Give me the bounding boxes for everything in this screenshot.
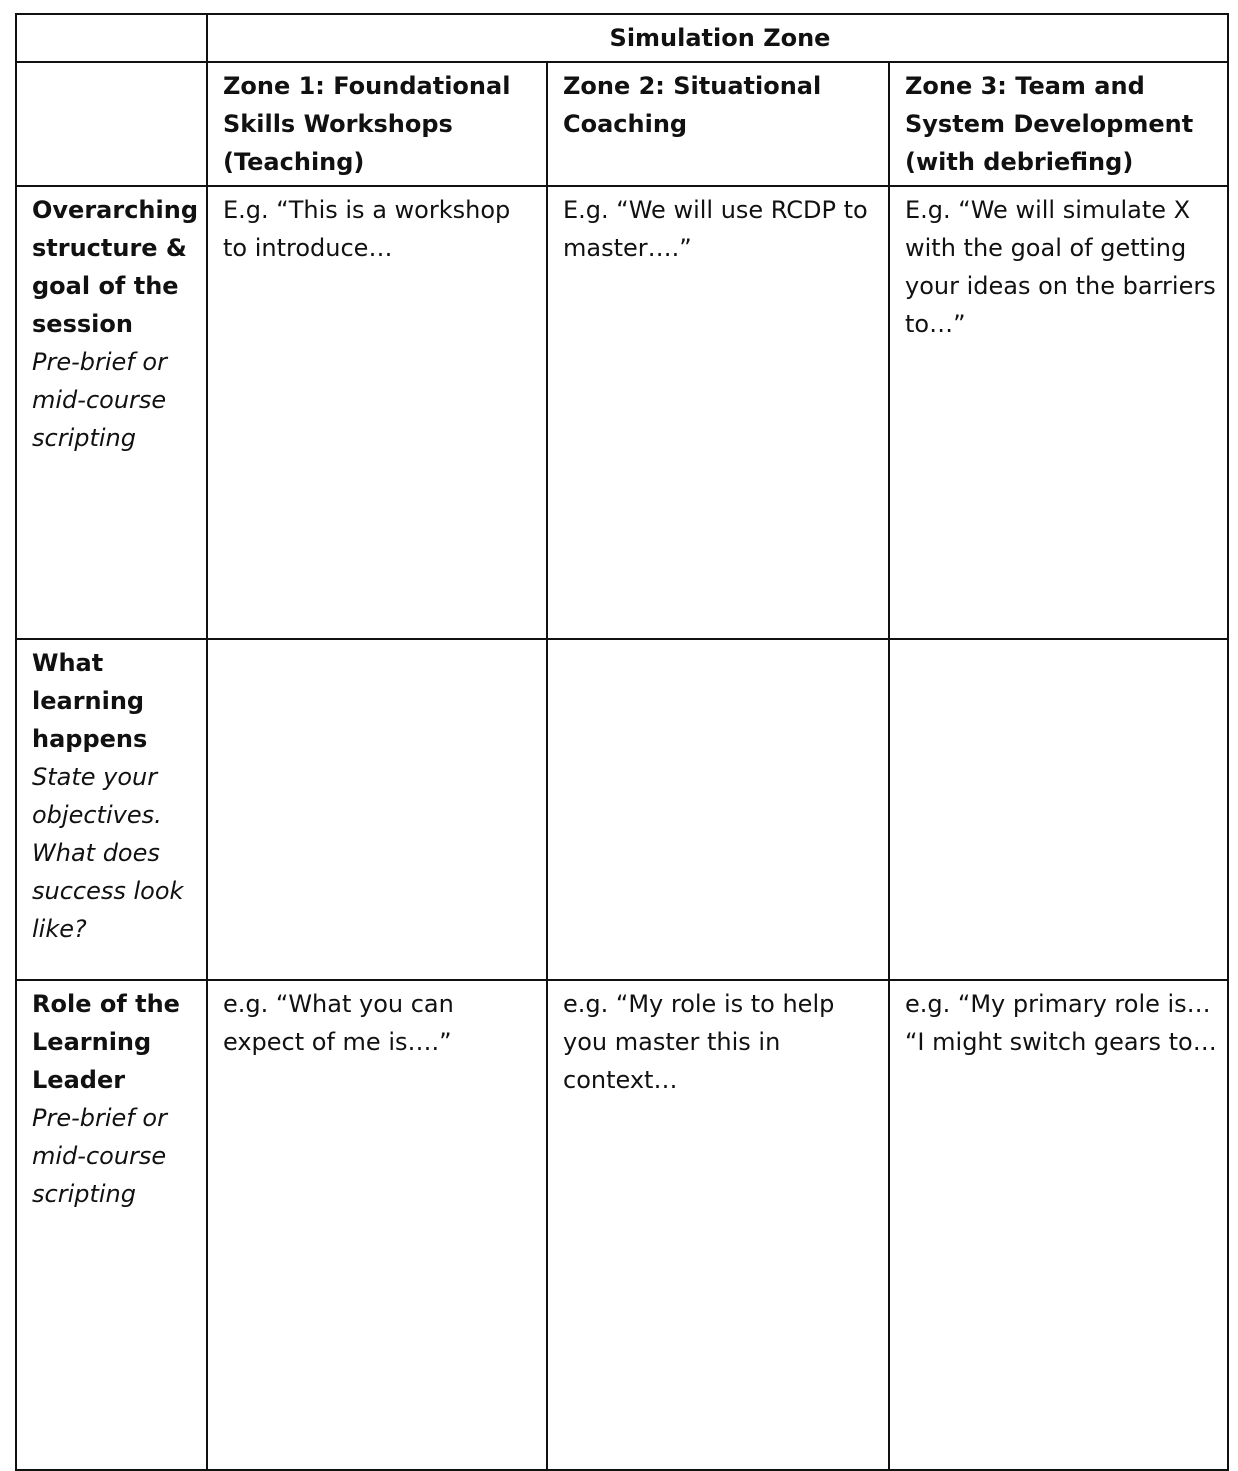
table-row — [16, 639, 1228, 980]
super-header-row — [16, 14, 1228, 62]
row-header-blank-cell — [16, 62, 207, 186]
zone-2-learning-cell — [547, 639, 889, 980]
zone-1-learning-cell — [207, 639, 547, 980]
row-title: Overarching structure & goal of the session — [32, 196, 198, 338]
simulation-zone-table — [15, 13, 1229, 1471]
row-header-learning — [16, 639, 207, 980]
simulation-zone-heading: Simulation Zone — [207, 14, 1228, 62]
zone-3-header: Zone 3: Team and System Development (with debriefing) — [889, 62, 1228, 186]
zone-3-role-cell: e.g. “My primary role is… “I might switch gears to… — [889, 980, 1228, 1470]
row-subtitle: Pre-brief or mid-course scripting — [32, 348, 167, 452]
corner-cell — [16, 14, 207, 62]
zone-1-structure-cell: E.g. “This is a workshop to introduce… — [207, 186, 547, 639]
zone-header-row — [16, 62, 1228, 186]
zone-2-role-cell: e.g. “My role is to help you master this in context… — [547, 980, 889, 1470]
zone-2-structure-cell: E.g. “We will use RCDP to master….” — [547, 186, 889, 639]
table-row — [16, 980, 1228, 1470]
row-title: What learning happens — [32, 649, 148, 753]
row-header-learning-leader — [16, 980, 207, 1470]
row-subtitle: Pre-brief or mid-course scripting — [32, 1104, 167, 1208]
table-row — [16, 186, 1228, 639]
zone-1-header: Zone 1: Foundational Skills Workshops (Teaching) — [207, 62, 547, 186]
zone-3-learning-cell — [889, 639, 1228, 980]
row-title: Role of the Learning Leader — [32, 990, 180, 1094]
simulation-zone-table-page — [15, 13, 1227, 1450]
row-subtitle: State your objectives. What does success look like? — [32, 763, 184, 943]
row-header-structure-goal — [16, 186, 207, 639]
zone-3-structure-cell: E.g. “We will simulate X with the goal of getting your ideas on the barriers to…” — [889, 186, 1228, 639]
zone-1-role-cell: e.g. “What you can expect of me is….” — [207, 980, 547, 1470]
zone-2-header: Zone 2: Situational Coaching — [547, 62, 889, 186]
